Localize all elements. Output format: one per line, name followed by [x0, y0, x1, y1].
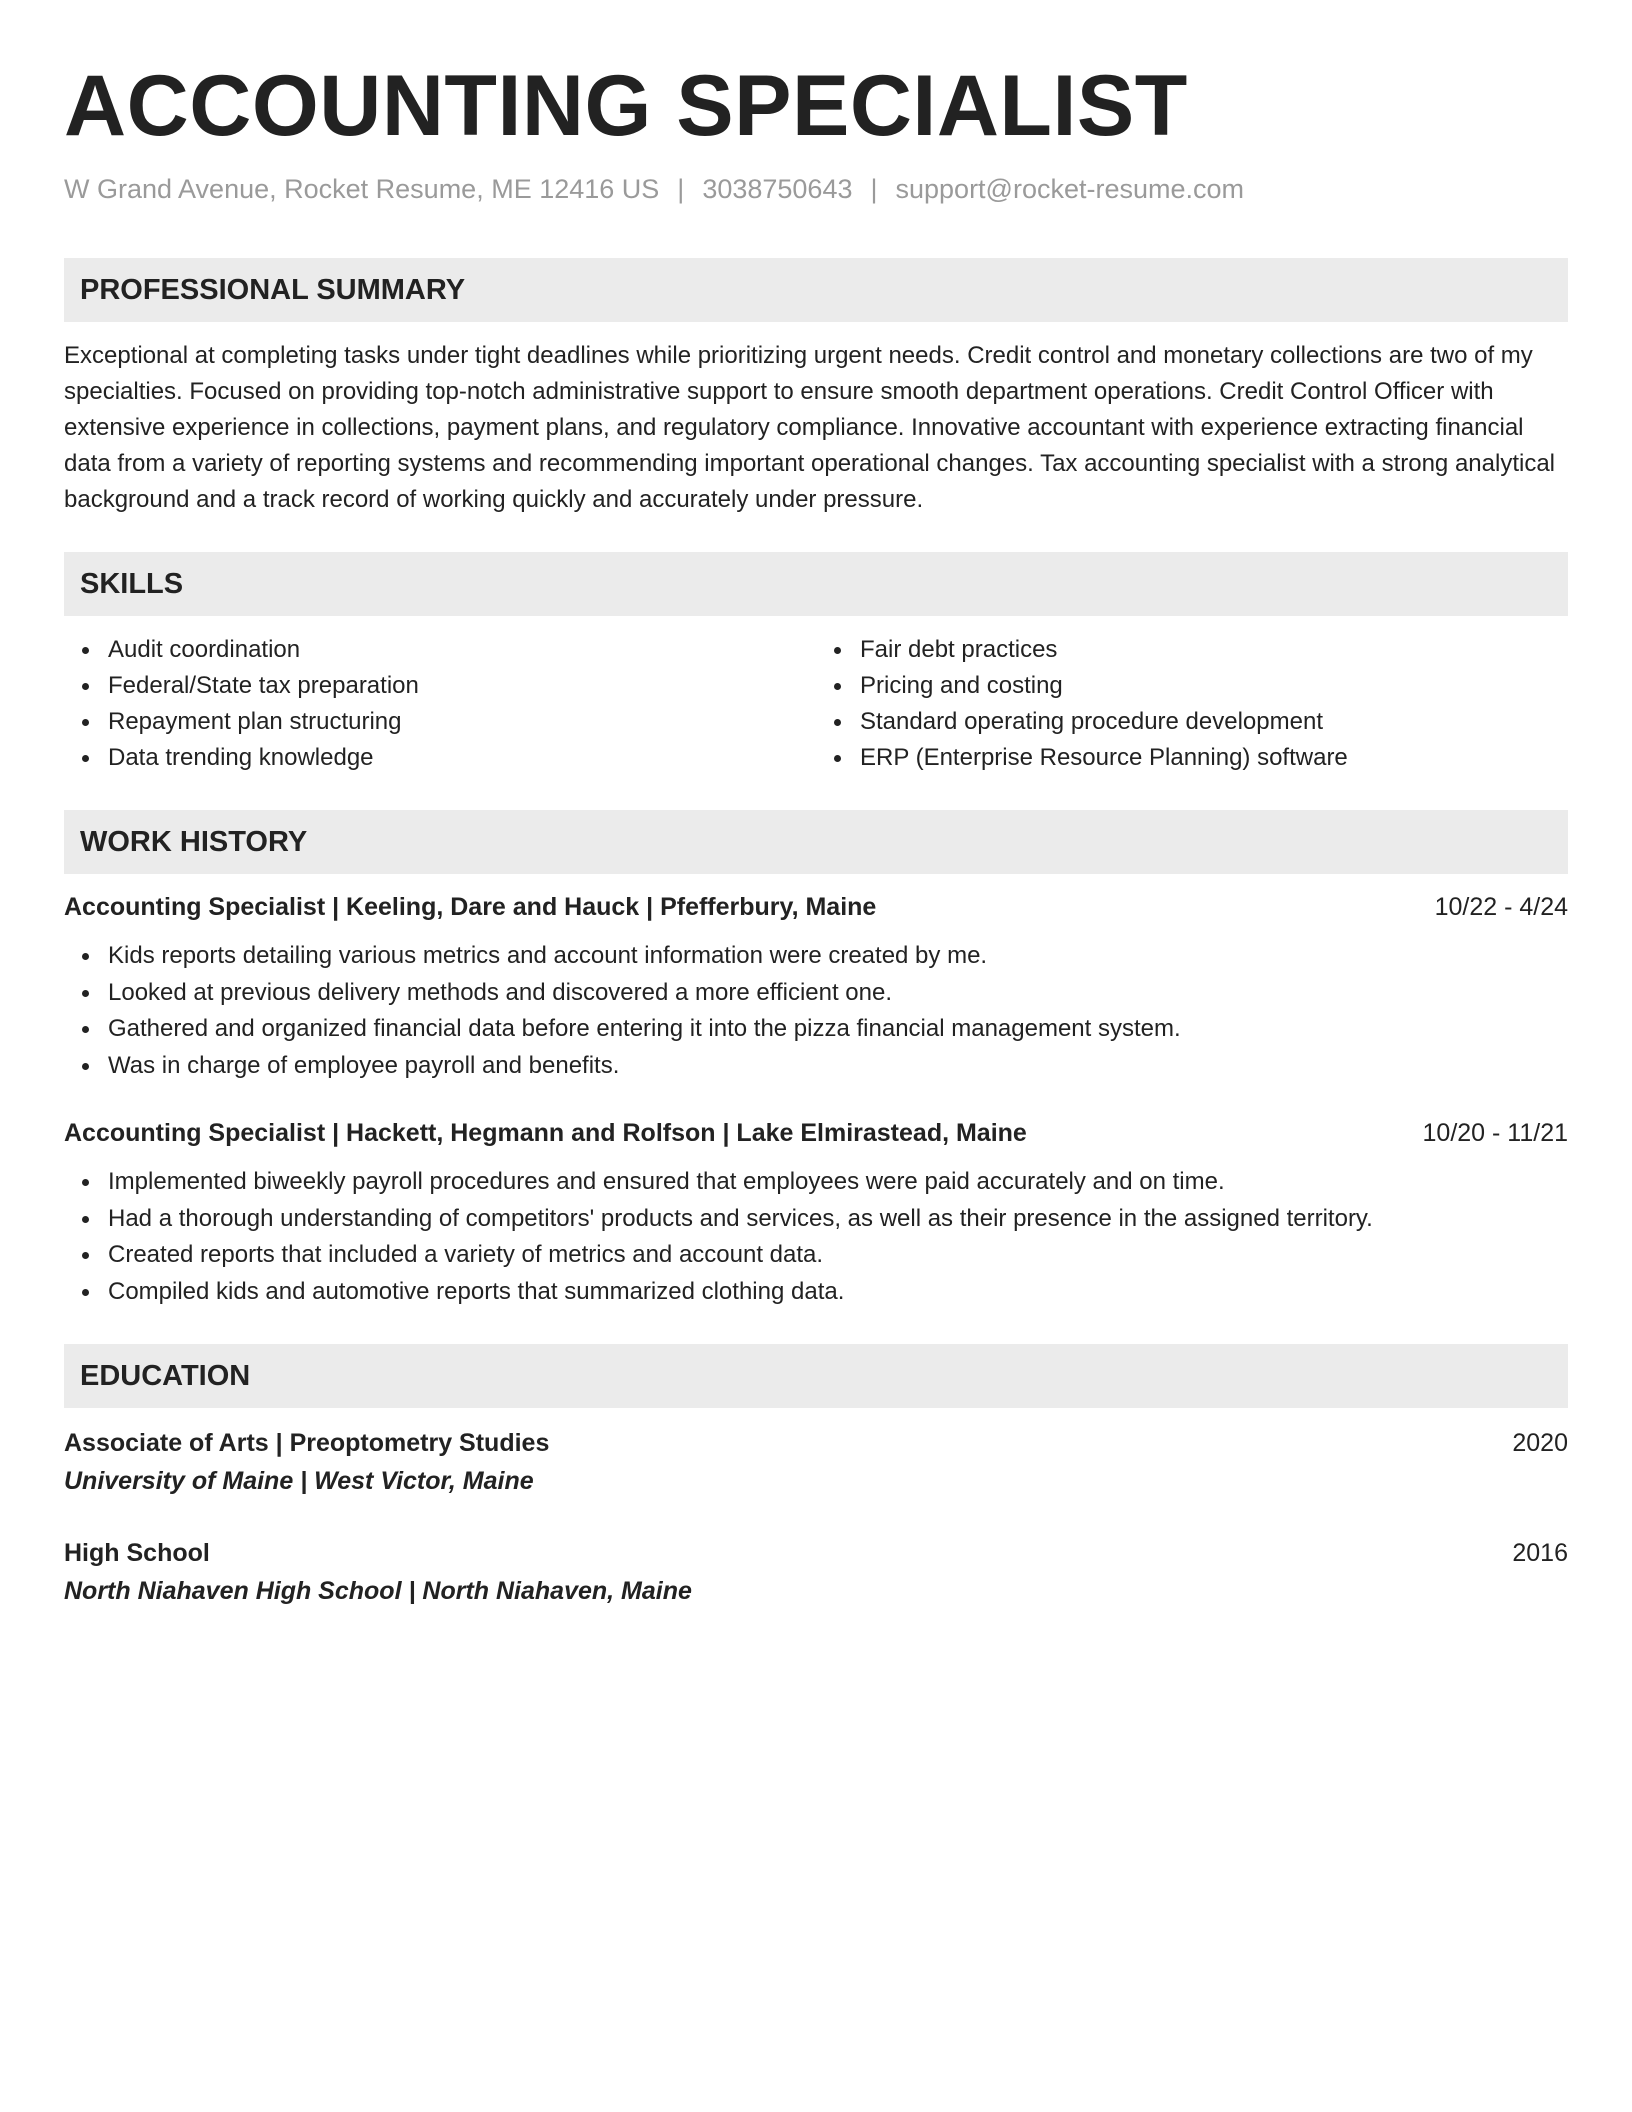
skill-item: Repayment plan structuring — [108, 704, 816, 740]
duty-item: Kids reports detailing various metrics and account information were created by me. — [108, 938, 1568, 975]
education-year: 2020 — [1512, 1429, 1568, 1457]
skill-item: Fair debt practices — [860, 632, 1568, 668]
education-header — [64, 1534, 1568, 1572]
duty-item: Created reports that included a variety of metrics and account data. — [108, 1237, 1568, 1274]
duty-item: Implemented biweekly payroll procedures and ensured that employees were paid accurately and on time. — [108, 1164, 1568, 1201]
section-heading-education: EDUCATION — [64, 1344, 1568, 1408]
job-header — [64, 890, 1568, 924]
job-duties — [64, 938, 1568, 1084]
skill-item: Data trending knowledge — [108, 740, 816, 776]
contact-separator: | — [677, 174, 685, 204]
skill-item: Standard operating procedure development — [860, 704, 1568, 740]
job-title: Accounting Specialist | Keeling, Dare and Hauck | Pfefferbury, Maine — [64, 893, 877, 921]
skill-item: Pricing and costing — [860, 668, 1568, 704]
section-heading-summary: PROFESSIONAL SUMMARY — [64, 258, 1568, 322]
job-header — [64, 1116, 1568, 1150]
education-school: North Niahaven High School | North Niahaven, Maine — [64, 1577, 692, 1605]
education-entry — [64, 1424, 1568, 1500]
education-degree: Associate of Arts | Preoptometry Studies — [64, 1429, 550, 1457]
contact-line — [64, 172, 1568, 206]
contact-address: W Grand Avenue, Rocket Resume, ME 12416 US — [64, 174, 660, 204]
skills-column-left — [64, 632, 816, 776]
education-entry — [64, 1534, 1568, 1610]
contact-email: support@rocket-resume.com — [895, 174, 1245, 204]
duty-item: Was in charge of employee payroll and benefits. — [108, 1048, 1568, 1085]
duty-item: Gathered and organized financial data before entering it into the pizza financial management system. — [108, 1011, 1568, 1048]
education-school: University of Maine | West Victor, Maine — [64, 1467, 534, 1495]
job-entry — [64, 1116, 1568, 1310]
skill-item: Audit coordination — [108, 632, 816, 668]
resume-name: ACCOUNTING SPECIALIST — [64, 58, 1188, 154]
duty-item: Looked at previous delivery methods and discovered a more efficient one. — [108, 975, 1568, 1012]
education-header — [64, 1424, 1568, 1462]
job-dates: 10/22 - 4/24 — [1434, 893, 1568, 921]
skill-item: ERP (Enterprise Resource Planning) software — [860, 740, 1568, 776]
section-heading-skills: SKILLS — [64, 552, 1568, 616]
summary-text: Exceptional at completing tasks under tight deadlines while prioritizing urgent needs. Credit control and monetary collections are two of my specialties. Focused on providing top-notch administrative support to ensure smooth department operations. Credit Control Officer with extensive experience in collections, payment plans, and regulatory compliance. Innovative accountant with experience extracting financial data from a variety of reporting systems and recommending important operational changes. Tax accounting specialist with a strong analytical background and a track record of working quickly and accurately under pressure. — [64, 342, 1555, 513]
education-year: 2016 — [1512, 1539, 1568, 1567]
contact-phone: 3038750643 — [702, 174, 853, 204]
duty-item: Compiled kids and automotive reports that summarized clothing data. — [108, 1274, 1568, 1311]
job-entry — [64, 890, 1568, 1084]
contact-separator: | — [870, 174, 878, 204]
education-degree: High School — [64, 1539, 210, 1567]
job-dates: 10/20 - 11/21 — [1422, 1119, 1568, 1147]
skill-item: Federal/State tax preparation — [108, 668, 816, 704]
skills-list — [64, 632, 1568, 776]
job-title: Accounting Specialist | Hackett, Hegmann and Rolfson | Lake Elmirastead, Maine — [64, 1119, 1027, 1147]
section-heading-work-history: WORK HISTORY — [64, 810, 1568, 874]
job-duties — [64, 1164, 1568, 1310]
duty-item: Had a thorough understanding of competitors' products and services, as well as their presence in the assigned territory. — [108, 1201, 1568, 1238]
skills-column-right — [816, 632, 1568, 776]
